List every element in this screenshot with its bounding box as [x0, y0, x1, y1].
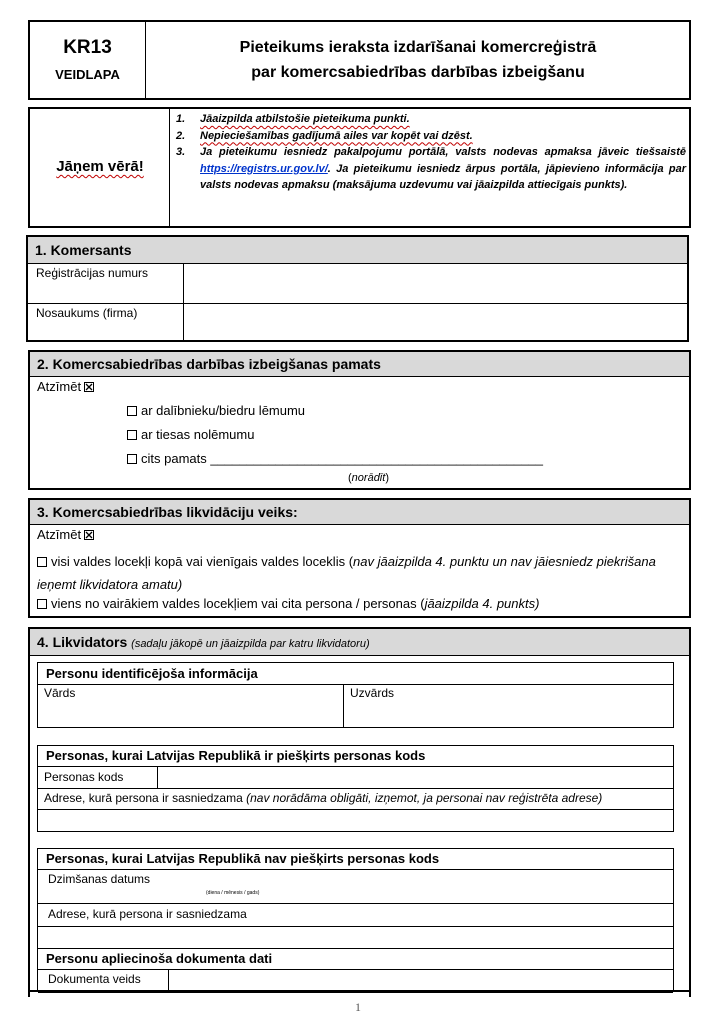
birth-date-hint: (diena / mēnesis / gads) [206, 890, 260, 896]
notice-label-text: Jāņem vērā! [56, 158, 144, 175]
checked-box-icon [84, 530, 94, 540]
identification-title: Personu identificējoša informācija [38, 663, 673, 685]
checkbox-icon[interactable] [127, 406, 137, 416]
option-note: jāaizpilda 4. punkts) [424, 596, 540, 611]
address-label-text: Adrese, kurā persona ir sasniedzama [44, 791, 247, 805]
address-row [38, 904, 673, 927]
address-note: (nav norādāma obligāti, izņemot, ja personai nav reģistrēta adrese) [246, 791, 603, 805]
last-name-label: Uzvārds [350, 686, 395, 700]
address-label [44, 791, 602, 805]
option-label: cits pamats ______________________________________________ [141, 451, 543, 466]
section-1-row [28, 304, 687, 342]
personal-code-label: Personas kods [44, 770, 124, 784]
section-4-title [30, 629, 689, 656]
section-2-mark [37, 379, 94, 394]
notice-item-text-part: . Ja pieteikumu iesniedz ārpus portāla, jāpievieno informācija par valsts nodevas apmaksu (maksājuma uzdevumu vai jāaizpilda attiecīgais punkts). [200, 162, 686, 191]
mark-label: Atzīmēt [37, 379, 82, 394]
option-note: nav jāaizpilda 4. punktu un nav jāiesniedz piekrišana ieņemt likvidatora amatu) [37, 554, 656, 592]
notice-item-text [200, 144, 686, 194]
notice-label-cell [30, 109, 170, 226]
personal-code-row [38, 767, 673, 789]
checked-box-icon [84, 382, 94, 392]
form-title [147, 22, 689, 98]
notice-label [30, 158, 170, 175]
option-label: visi valdes locekļi kopā vai vienīgais valdes loceklis ( [51, 554, 354, 569]
document-block [37, 948, 674, 992]
first-name-input[interactable] [38, 684, 344, 727]
no-personal-code-title: Personas, kurai Latvijas Republikā nav piešķirts personas kods [38, 849, 673, 870]
document-type-input[interactable] [168, 970, 673, 992]
notice-item-number: 2. [176, 129, 186, 142]
notice-item [176, 128, 686, 145]
page-bottom-rule [28, 990, 691, 992]
personal-code-input[interactable] [157, 767, 673, 788]
company-name-input[interactable] [183, 304, 687, 342]
section-3 [28, 498, 691, 618]
address-row [38, 789, 673, 810]
identification-block [37, 662, 674, 728]
notice-item-number: 1. [176, 113, 186, 125]
section-4 [28, 627, 691, 997]
birth-date-row [38, 870, 673, 904]
form-label: VEIDLAPA [55, 67, 120, 82]
registry-link[interactable]: https://registrs.ur.gov.lv/ [200, 162, 328, 175]
option-label: ar dalībnieku/biedru lēmumu [141, 403, 306, 418]
section-2-title: 2. Komercsabiedrības darbības izbeigšanas pamats [30, 352, 689, 377]
document-title: Personu apliecinoša dokumenta dati [38, 949, 673, 970]
checkbox-icon[interactable] [37, 557, 47, 567]
page-number: 1 [355, 1000, 361, 1014]
notice-item-text: Nepieciešamības gadījumā ailes var kopēt vai dzēst. [200, 129, 473, 142]
basis-option-members[interactable] [127, 403, 305, 418]
notice-item [176, 111, 686, 128]
specify-note: (norādīt) [348, 472, 389, 484]
checkbox-icon[interactable] [127, 430, 137, 440]
section-1-row [28, 264, 687, 304]
option-label: viens no vairākiem valdes locekļiem vai cita persona / personas ( [51, 596, 425, 611]
notice-box [28, 107, 691, 228]
specify-note-text: norādīt [351, 472, 386, 484]
address-label: Adrese, kurā persona ir sasniedzama [48, 907, 247, 921]
checkbox-icon[interactable] [37, 599, 47, 609]
form-code-cell [30, 22, 146, 98]
no-personal-code-block [37, 848, 674, 948]
form-title-line1: Pieteikums ieraksta izdarīšanai komercreģistrā [239, 39, 597, 56]
company-name-label: Nosaukums (firma) [36, 306, 138, 320]
section-1-title: 1. Komersants [28, 237, 687, 264]
notice-item-number: 3. [176, 146, 186, 158]
section-4-title-text: 4. Likvidators [37, 634, 128, 650]
notice-item-text: Jāaizpilda atbilstošie pieteikuma punkti. [200, 113, 410, 125]
form-code: KR13 [63, 37, 112, 58]
notice-list [176, 111, 686, 194]
mark-label: Atzīmēt [37, 527, 82, 542]
registration-number-label: Reģistrācijas numurs [36, 266, 149, 280]
section-2 [28, 350, 691, 490]
form-header [28, 20, 691, 100]
notice-item [176, 144, 686, 194]
document-type-label: Dokumenta veids [48, 972, 141, 986]
liquidator-option-other[interactable] [37, 596, 682, 611]
personal-code-block [37, 745, 674, 832]
checkbox-icon[interactable] [127, 454, 137, 464]
personal-code-title: Personas, kurai Latvijas Republikā ir piešķirts personas kods [38, 746, 673, 767]
section-1 [26, 235, 689, 342]
form-title-line2: par komercsabiedrības darbības izbeigšanu [251, 64, 585, 81]
last-name-input[interactable] [345, 684, 673, 727]
option-label: ar tiesas nolēmumu [141, 427, 255, 442]
first-name-label: Vārds [44, 686, 76, 700]
birth-date-label: Dzimšanas datums [48, 872, 151, 886]
section-4-subtitle: (sadaļu jākopē un jāaizpilda par katru likvidatoru) [131, 638, 370, 650]
basis-option-court[interactable] [127, 427, 254, 442]
section-3-title: 3. Komercsabiedrības likvidāciju veiks: [30, 500, 689, 525]
basis-option-other[interactable] [127, 451, 543, 466]
address-input[interactable] [38, 809, 673, 831]
notice-item-text-part: Ja pieteikumu iesniedz pakalpojumu portālā, valsts nodevas apmaksa jāveic tiešsaistē [200, 146, 686, 158]
registration-number-input[interactable] [183, 264, 687, 303]
liquidator-option-board[interactable] [37, 550, 682, 596]
section-3-mark [37, 527, 94, 542]
